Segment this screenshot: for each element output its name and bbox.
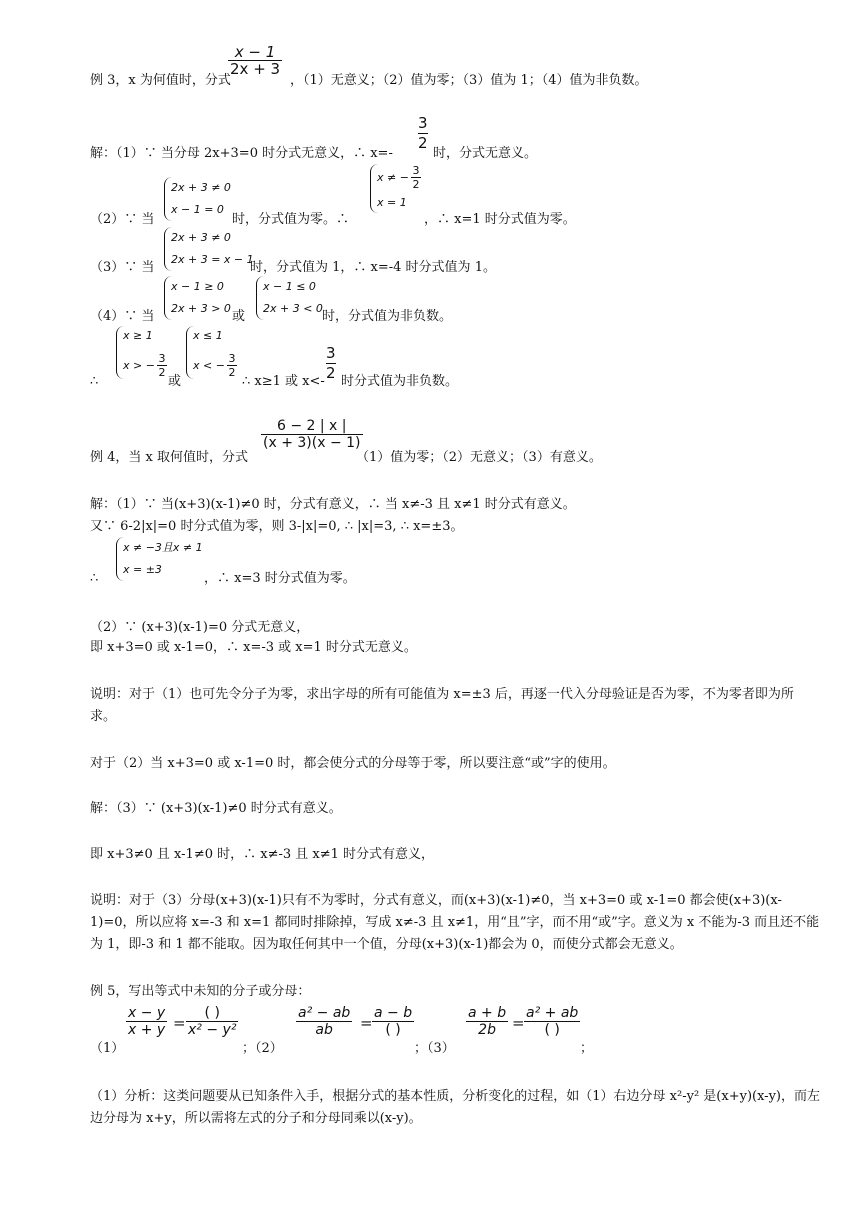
ex5-title: 例 5，写出等式中未知的分子或分母：: [90, 984, 311, 999]
ex4-note2: 对于（2）当 x+3=0 或 x-1=0 时，都会使分式的分母等于零，所以要注意“或”字的使用。: [90, 756, 616, 771]
ex3-frac-num: x − 1: [234, 43, 276, 61]
ex3-s1-frac-num: 3: [418, 114, 428, 132]
ex5-p2-right: [372, 1005, 414, 1038]
ex3-s4-sys2-line: 2x + 3 < 0: [263, 302, 323, 315]
ex4-suffix: （1）值为零；（2）无意义；（3）有意义。: [356, 450, 602, 465]
ex3-suffix: ，（1）无意义；（2）值为零；（3）值为 1；（4）值为非负数。: [290, 73, 648, 88]
ex5-p2-right-num: a − b: [374, 1005, 413, 1021]
ex5-p2-eq: =: [360, 1014, 373, 1032]
ex4-note1: 说明：对于（1）也可先令分子为零，求出字母的所有可能值为 x=±3 后，再逐一代入分母验证是否为零，不为零者即为所求。: [90, 687, 794, 724]
ex4-l5: 即 x+3=0 或 x-1=0，∴ x=-3 或 x=1 时分式无意义。: [90, 640, 417, 655]
ex3-s3-b: 时，分式值为 1，∴ x=-4 时分式值为 1。: [250, 260, 496, 275]
ex3-s2-sys2-line: x = 1: [377, 196, 407, 209]
ex5-p1-right-den: x² − y²: [188, 1022, 237, 1038]
ex3-frac-den: 2x + 3: [230, 60, 281, 78]
ex3-s5-frac-den: 2: [326, 364, 336, 382]
ex3-s5-frac: [326, 344, 336, 383]
ex3-s1-a: 解：（1）∵ 当分母 2x+3=0 时分式无意义，∴ x=-: [90, 146, 393, 161]
ex3-s5-sys2-line: x < −: [193, 358, 225, 372]
ex5-p1-left-den: x + y: [128, 1022, 166, 1038]
ex4-frac-den: (x + 3)(x − 1): [263, 435, 361, 451]
ex3-s2-sys2-num: 3: [412, 164, 420, 177]
ex3-s4-sys1-line: 2x + 3 > 0: [171, 302, 231, 315]
ex3-s4-b: 时，分式值为非负数。: [322, 309, 453, 324]
ex3-s4-system2: [256, 276, 323, 320]
ex3-s4-or: 或: [232, 309, 246, 324]
ex5-p1-left-num: x − y: [128, 1005, 166, 1021]
ex3-s3-a: （3）∵ 当: [90, 260, 155, 275]
ex3-s2-c: ，∴ x=1 时分式值为零。: [424, 212, 576, 227]
ex4-l1: 解：（1）∵ 当(x+3)(x-1)≠0 时，分式有意义，∴ 当 x≠-3 且 x≠1 时分式有意义。: [90, 497, 576, 512]
ex4-l3-sys-line: x ≠ −3且x ≠ 1: [123, 541, 203, 554]
ex5-analysis: （1）分析：这类问题要从已知条件入手，根据分式的基本性质，分析变化的过程，如（1）右边分母 x²-y² 是(x+y)(x-y)，而左边分母为 x+y，所以需将左式的分子和分母同乘以(x-y)。: [90, 1089, 820, 1126]
ex5-p3-left: [466, 1005, 508, 1038]
ex5-p3-right-den: ( ): [544, 1022, 560, 1038]
ex3-s4-sys2-line: x − 1 ≤ 0: [263, 280, 316, 293]
ex3-s5-c: 时分式值为非负数。: [341, 374, 459, 389]
ex3-s2-b: 时，分式值为零。∴: [232, 212, 350, 227]
ex4-note3: 说明：对于（3）分母(x+3)(x-1)只有不为零时，分式有意义，而(x+3)(x-1)≠0，当 x+3=0 或 x-1=0 都会使(x+3)(x-1)=0，所以应将 x=-3 和 x=1 都同时排除掉，写成 x≠-3 且 x≠1，用“且”字，而不用“或”字。意义为 x 不能为-3 而且还不能为 1，即-3 和 1 都不能取。因为取任何其中一个值，分母(x+3)(x-1)都会为 0，而使分式都会无意义。: [90, 893, 820, 952]
ex5-p2-left-num: a² − ab: [298, 1005, 351, 1021]
ex3-s5-sys2-num: 3: [228, 352, 236, 365]
ex3-s1-b: 时，分式无意义。: [433, 146, 538, 161]
ex4-l3-system: [116, 537, 203, 581]
ex5-p3-eq: =: [512, 1014, 525, 1032]
ex3-prefix: 例 3，x 为何值时，分式: [90, 73, 231, 88]
ex3-s3-sys-line: 2x + 3 ≠ 0: [171, 231, 231, 244]
ex3-s2-sys2-line: x ≠ −: [377, 170, 409, 184]
ex5-p1-eq: =: [173, 1014, 186, 1032]
ex3-s5-b: ∴ x≥1 或 x<-: [242, 374, 325, 389]
ex5-p3-label: ；（3）: [414, 1041, 455, 1056]
ex3-s5-sys1-den: 2: [158, 366, 166, 379]
ex3-fraction: [228, 44, 282, 77]
ex3-s1-frac: [418, 114, 428, 153]
ex4-l3-sys-line: x = ±3: [123, 563, 162, 576]
ex4-fraction: [261, 418, 363, 451]
ex5-p1-left: [126, 1005, 167, 1038]
ex3-s4-system1: [164, 276, 231, 320]
ex3-s2-a: （2）∵ 当: [90, 212, 155, 227]
ex3-s5-system2: [186, 326, 237, 379]
ex4-l2: 又∵ 6-2|x|=0 时分式值为零，则 3-|x|=0, ∴ |x|=3, ∴ x=±3。: [90, 519, 464, 534]
ex3-s4-a: （4）∵ 当: [90, 309, 155, 324]
ex3-s5-sys2-line: x ≤ 1: [193, 329, 223, 342]
ex3-s5-sys1-line: x > −: [123, 358, 155, 372]
ex5-p1-right: [186, 1005, 238, 1038]
ex5-p2-right-den: ( ): [385, 1022, 401, 1038]
ex3-s5-sys1-num: 3: [158, 352, 166, 365]
ex3-s5-or: 或: [168, 374, 182, 389]
ex5-p3-left-den: 2b: [478, 1022, 496, 1038]
ex3-s3-sys-line: 2x + 3 = x − 1: [171, 253, 254, 266]
ex3-s3-system: [164, 227, 254, 271]
ex4-l6: 解：（3）∵ (x+3)(x-1)≠0 时分式有意义。: [90, 801, 342, 816]
ex3-s2-system: [164, 177, 231, 221]
ex3-s5-frac-num: 3: [326, 344, 336, 362]
ex5-p3-left-num: a + b: [468, 1005, 507, 1021]
ex3-s5-system1: [116, 326, 167, 379]
ex5-p2-label: ；（2）: [242, 1041, 283, 1056]
ex4-l3-therefore: ∴: [90, 571, 99, 586]
ex3-s2-sys-line: 2x + 3 ≠ 0: [171, 181, 231, 194]
ex3-s1-frac-den: 2: [418, 134, 428, 152]
ex5-p1-right-num: ( ): [204, 1005, 220, 1021]
ex4-l7: 即 x+3≠0 且 x-1≠0 时，∴ x≠-3 且 x≠1 时分式有意义，: [90, 847, 435, 862]
ex5-p3-end: ；: [580, 1041, 594, 1056]
ex3-s4-sys1-line: x − 1 ≥ 0: [171, 280, 224, 293]
ex3-s2-sys2-den: 2: [412, 178, 420, 191]
ex5-p1-label: （1）: [90, 1041, 125, 1056]
ex5-p3-right: [524, 1005, 580, 1038]
ex4-prefix: 例 4，当 x 取何值时，分式: [90, 450, 248, 465]
ex3-s2-sys-line: x − 1 = 0: [171, 203, 224, 216]
ex5-p2-left-den: ab: [315, 1022, 333, 1038]
ex4-frac-num: 6 − 2 | x |: [276, 418, 347, 434]
ex5-p2-left: [296, 1005, 352, 1038]
ex3-s5-sys2-den: 2: [228, 366, 236, 379]
ex4-l3-b: ，∴ x=3 时分式值为零。: [204, 571, 356, 586]
ex3-s5-therefore: ∴: [90, 374, 99, 389]
ex3-s2-system2: [370, 164, 421, 213]
ex5-p3-right-num: a² + ab: [526, 1005, 579, 1021]
ex4-l4: （2）∵ (x+3)(x-1)=0 分式无意义，: [90, 620, 310, 635]
ex3-s5-sys1-line: x ≥ 1: [123, 329, 153, 342]
